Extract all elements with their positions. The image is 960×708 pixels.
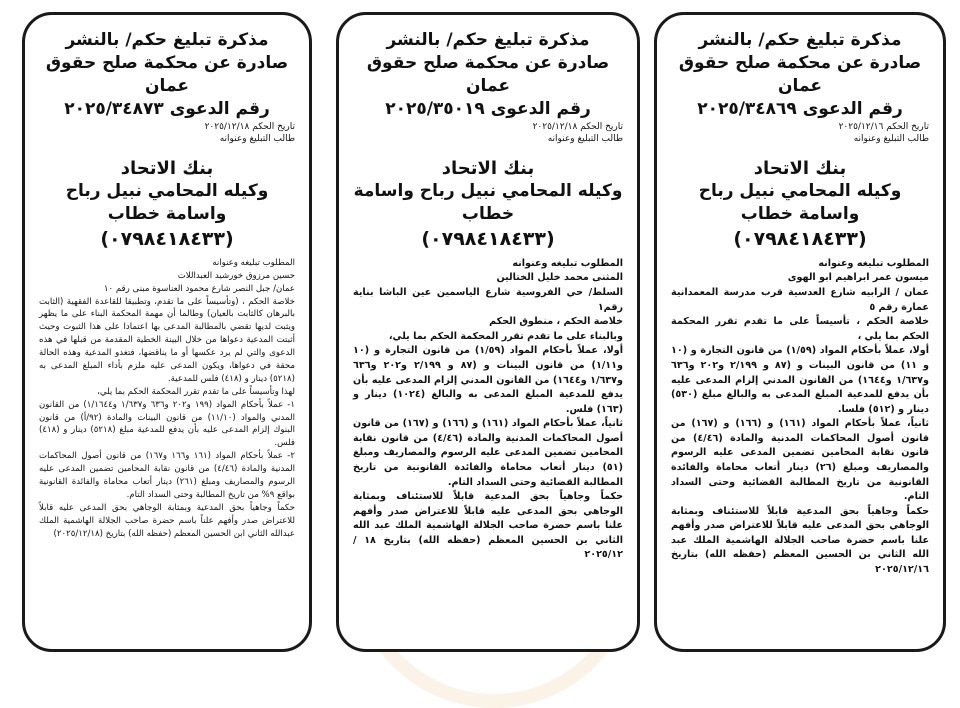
body-paragraph: المطلوب تبليغه وعنوانه bbox=[512, 257, 623, 269]
body-paragraph: عمان / الرابيه شارع العدسية قرب مدرسة المعمدانية عمارة رقم ٥ bbox=[671, 287, 929, 313]
body-paragraph: السلط/ حي الفروسية شارع الياسمين عين الباشا بناية رقم١ bbox=[353, 287, 623, 313]
body-paragraph: حكماً وجاهياً بحق المدعية وبمثابة الوجاهي بحق المدعى عليه قابلاً للاعتراض صدر وأفهم علناً باسم حضرة صاحب الجلالة الهاشمية الملك عبدالله الثاني ابن الحسين المعظم (حفظه الله) بتاريخ (٢٠٢٥/١٢/١٨) bbox=[39, 502, 295, 539]
notice-bank: بنك الاتحاد bbox=[120, 158, 214, 180]
notice-body bbox=[671, 257, 929, 578]
notice-requester-label: طالب التبليغ وعنوانه bbox=[219, 133, 295, 144]
notice-bank: بنك الاتحاد bbox=[753, 158, 847, 180]
notice-date: تاريخ الحكم ٢٠٢٥/١٢/١٨ bbox=[204, 121, 295, 132]
body-paragraph: المطلوب تبليغه وعنوانه bbox=[818, 257, 929, 269]
body-paragraph: ١- عملاً بأحكام المواد (١٩٩ و٢٠٢ و٦٣٦ و١/٦٣٧ و١/١٦٤٤) من القانون المدني والمواد (١١/١٠) من قانون البينات والمادة (٩٢/أ) من قانون البنوك إلزام المدعى عليه بأن يدفع للمدعية مبلغ (٥٢١٨) دينار و (٤١٨) فلس. bbox=[39, 399, 296, 449]
notice-requester-label: طالب التبليغ وعنوانه bbox=[853, 133, 929, 144]
notice-date: تاريخ الحكم ٢٠٢٥/١٢/١٨ bbox=[532, 121, 623, 132]
notice-card bbox=[336, 12, 640, 652]
body-paragraph: عمان/ جبل النصر شارع محمود العناسوة مبنى رقم ١٠ bbox=[103, 283, 295, 294]
notice-title: مذكرة تبليغ حكم/ بالنشر bbox=[698, 30, 902, 50]
notice-phone: (٠٧٩٨٤١٨٤٣٣) bbox=[733, 228, 867, 251]
notice-title: مذكرة تبليغ حكم/ بالنشر bbox=[65, 30, 269, 50]
body-paragraph: ثانياً، عملاً بأحكام المواد (١٦١) و (١٦٦) و (١٦٧) من قانون أصول المحاكمات المدنية والمادة (٤/٤٦) من قانون نقابة المحامين تضمين المدعى عليه الرسوم والمصاريف ومبلغ (٥١) دينار أتعاب محاماة والفائدة القانونية من تاريخ المطالبة القضائية وحتى السداد التام. bbox=[353, 418, 623, 488]
notice-body bbox=[353, 257, 623, 563]
body-paragraph: المثنى محمد خليل الختالين bbox=[496, 272, 623, 284]
body-paragraph: لهذا وتأسيساً على ما تقدم تقرر المحكمة الحكم بما يلي، bbox=[97, 386, 295, 397]
body-paragraph: خلاصة الحكم ، تأسيساً على ما تقدم تقرر المحكمة الحكم بما يلي ، bbox=[671, 316, 929, 342]
body-paragraph: أولا، عملاً بأحكام المواد (١/٥٩) من قانون التجارة و (١٠ و ١١) من قانون البينات و (٨٧ و ٢/١٩٩ و٢٠٢ و٦٣٦ و١/٦٣٧ و١٦٤٤) من القانون المدني إلزام المدعى عليه بأن يدفع للمدعية المبلغ المدعى به والبالغ مبلغ (٥٣٠) دينار و (٥١٢) فلسا. bbox=[671, 345, 929, 415]
notice-lawyer: وكيله المحامي نبيل رباح واسامة خطاب bbox=[698, 181, 902, 225]
notice-body bbox=[39, 257, 295, 541]
notice-case-number: رقم الدعوى ٢٠٢٥/٣٤٨٧٣ bbox=[64, 98, 270, 119]
notice-lawyer: وكيله المحامي نبيل رباح واسامة خطاب bbox=[353, 181, 623, 225]
notice-requester-label: طالب التبليغ وعنوانه bbox=[547, 133, 623, 144]
notice-card bbox=[654, 12, 946, 652]
notice-court: صادرة عن محكمة صلح حقوق عمان bbox=[366, 52, 610, 96]
notice-case-number: رقم الدعوى ٢٠٢٥/٣٥٠١٩ bbox=[385, 98, 591, 119]
body-paragraph: ثانياً، عملاً بأحكام المواد (١٦١) و (١٦٦) و (١٦٧) من قانون أصول المحاكمات المدنية والمادة (٤/٤٦) من قانون نقابة المحامين تضمين المدعى عليه الرسوم والمصاريف ومبلغ (٢٦) دينار أتعاب محاماة والفائدة القانونية من تاريخ المطالبة القضائية وحتى السداد التام. bbox=[671, 418, 929, 503]
notice-phone: (٠٧٩٨٤١٨٤٣٣) bbox=[421, 228, 555, 251]
notice-court: صادرة عن محكمة صلح حقوق عمان bbox=[45, 52, 289, 96]
body-paragraph: خلاصة الحكم ، (وتأسيساً على ما تقدم، وتطبيقا للقاعدة الفقهية (الثابت بالبرهان كالثابت بالعيان) وطالما أن مهمة المحكمة البناء على ما يظهر ويثبت لديها تقضي بالمطالبة المدعى بها اعتمادا على هذا الثبوت وحيث أثبتت المدعية دعواها من خلال البينة الخطية المقدمة من قبلها في هذه الدعوى والتي لم يرد عكسها أو ما يناقضها، فتغدو المدعية وهذه الحالة محقة في دعواها، ويكون المدعى عليه ملزم بأداء المبلغ المدعى به (٥٢١٨) دينار و (٤١٨) فلس للمدعية. bbox=[39, 296, 295, 384]
body-paragraph: أولا، عملاً بأحكام المواد (١/٥٩) من قانون التجارة و (١٠ و١/١١) من قانون البينات و (٨٧ و ٢/١٩٩ و٢٠٢ و٦٣٦ و١/٦٣٧ و١٦٤٤) من القانون المدني إلزام المدعى عليه بأن يدفع للمدعية المبلغ المدعى به والبالغ (١٠٢٤) دينار و (١٦٣) فلس. bbox=[353, 345, 623, 415]
body-paragraph: المطلوب تبليغه وعنوانه bbox=[212, 257, 295, 268]
body-paragraph: حكماً وجاهياً بحق المدعية قابلاً للاستئناف وبمثابة الوجاهي بحق المدعى عليه قابلاً للاعتراض صدر وأفهم علنا باسم حضرة صاحب الجلالة الهاشمية الملك عبد الله الثاني بن الحسين المعظم (حفظه الله) بتاريخ ٢٠٢٥/١٢/١٦ bbox=[671, 505, 929, 576]
notice-lawyer: وكيله المحامي نبيل رباح واسامة خطاب bbox=[65, 181, 269, 225]
notice-date: تاريخ الحكم ٢٠٢٥/١٢/١٦ bbox=[838, 121, 929, 132]
body-paragraph: ٢- عملاً بأحكام المواد (١٦١ و١٦٦ و١٦٧) من قانون أصول المحاكمات المدنية والمادة (٤/٤٦) من قانون نقابة المحامين تضمين المدعى عليه الرسوم والمصاريف ومبلغ (٢٦١) دينار أتعاب محاماة والفائدة القانونية بواقع ٩% من تاريخ المطالبة وحتى السداد التام. bbox=[39, 451, 296, 500]
body-paragraph: ميسون عمر ابراهيم ابو الهوى bbox=[787, 272, 929, 284]
body-paragraph: حسين مرزوق خورشيد العبداللات bbox=[177, 270, 295, 281]
body-paragraph: خلاصة الحكم ، منطوق الحكم bbox=[489, 316, 623, 328]
notice-court: صادرة عن محكمة صلح حقوق عمان bbox=[678, 52, 922, 96]
notice-card bbox=[22, 12, 312, 652]
notice-phone: (٠٧٩٨٤١٨٤٣٣) bbox=[100, 228, 234, 251]
notice-title: مذكرة تبليغ حكم/ بالنشر bbox=[386, 30, 590, 50]
body-paragraph: وبالبناء على ما تقدم تقرر المحكمة الحكم بما يلي، bbox=[388, 330, 623, 342]
body-paragraph: حكماً وجاهياً بحق المدعية قابلاً للاستئناف وبمثابة الوجاهي بحق المدعى عليه قابلاً للاعتراض صدر وأفهم علنا باسم حضرة صاحب الجلالة الهاشمية الملك عبد الله الثاني بن الحسين المعظم (حفظه الله) بتاريخ ١٨ /٢٠٢٥/١٢ bbox=[353, 491, 623, 561]
notice-bank: بنك الاتحاد bbox=[441, 158, 535, 180]
notice-case-number: رقم الدعوى ٢٠٢٥/٣٤٨٦٩ bbox=[697, 98, 903, 119]
